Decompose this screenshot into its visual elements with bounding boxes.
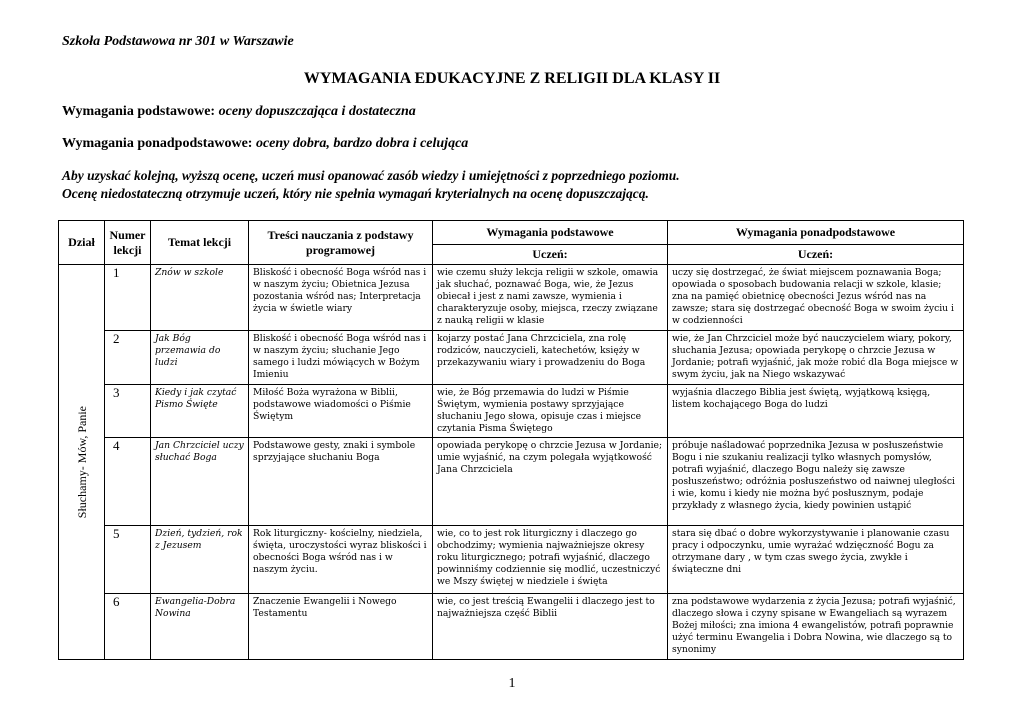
lesson-number: 4 [105,438,151,526]
lesson-basic: kojarzy postać Jana Chrzciciela, zna rolę rodziców, nauczycieli, katechetów, księży w przekazywaniu wiary i prowadzeniu do Boga [433,331,668,385]
lesson-topic: Kiedy i jak czytać Pismo Święte [151,385,249,438]
basic-requirements-value: oceny dopuszczająca i dostateczna [218,104,416,119]
page-number: 1 [508,676,516,691]
table-row [59,265,964,331]
requirements-table [58,220,964,660]
lesson-content: Miłość Boża wyrażona w Biblii, podstawowe wiadomości o Piśmie Świętym [249,385,433,438]
lesson-basic: opowiada perykopę o chrzcie Jezusa w Jordanie; umie wyjaśnić, na czym polegała wyjątkowość Jana Chrzciciela [433,438,668,526]
lesson-topic: Znów w szkole [151,265,249,331]
note-line-2: Ocenę niedostateczną otrzymuje uczeń, który nie spełnia wymagań kryterialnych na ocenę dopuszczającą. [62,186,649,201]
advanced-requirements [62,136,468,152]
lesson-advanced: próbuje naśladować poprzednika Jezusa w posłuszeństwie Bogu i nie szukaniu realizacji tylko własnych pomysłów, potrafi wyjaśnić, dlaczego Bogu należy się zawsze posłuszeństwo; odróżnia posłuszeństwo od naiwnej uległości i wie, komu i kiedy nie można być posłusznym, podaje przykłady z własnego życia, kiedy powinien ustąpić [668,438,964,526]
lesson-content: Rok liturgiczny- kościelny, niedziela, święta, uroczystości wyraz bliskości i obecności Boga wśród nas i w naszym życiu. [249,526,433,594]
section-cell [59,265,105,660]
table-row [59,526,964,594]
header-student-basic: Uczeń: [433,245,668,265]
lesson-advanced: wie, że Jan Chrzciciel może być nauczycielem wiary, pokory, słuchania Jezusa; opowiada perykopę o chrzcie Jezusa w Jordanie; potrafi wyjaśnić, jak może robić dla Boga miejsce w swym życiu, jak na Niego wskazywać [668,331,964,385]
lesson-basic: wie, że Bóg przemawia do ludzi w Piśmie Świętym, wymienia postawy sprzyjające słuchaniu Jego słowa, opisuje czas i miejsce czytania Pisma Świętego [433,385,668,438]
advanced-requirements-value: oceny dobra, bardzo dobra i celująca [255,136,469,151]
lesson-topic: Dzień, tydzień, rok z Jezusem [151,526,249,594]
lesson-number: 5 [105,526,151,594]
basic-requirements [62,104,416,120]
lesson-basic: wie czemu służy lekcja religii w szkole, omawia jak słuchać, poznawać Boga, wie, że Jezus obiecał i jest z nami zawsze, wymienia i charakteryzuje osoby, miejsca, rzeczy związane z nauką religii w klasie [433,265,668,331]
header-number: Numer lekcji [105,221,151,265]
lesson-advanced: stara się dbać o dobre wykorzystywanie i planowanie czasu pracy i odpoczynku, umie wyrażać wdzięczność Bogu za otrzymane dary , w tym czas swego życia, zwykłe i świąteczne dni [668,526,964,594]
basic-requirements-label: Wymagania podstawowe: [62,104,216,119]
lesson-topic: Ewangelia-Dobra Nowina [151,594,249,660]
header-topic: Temat lekcji [151,221,249,265]
advanced-requirements-label: Wymagania ponadpodstawowe: [62,136,253,151]
table-row [59,385,964,438]
lesson-number: 3 [105,385,151,438]
lesson-basic: wie, co jest treścią Ewangelii i dlaczego jest to najważniejsza część Biblii [433,594,668,660]
note-line-1: Aby uzyskać kolejną, wyższą ocenę, uczeń musi opanować zasób wiedzy i umiejętności z poprzedniego poziomu. [62,168,680,183]
lesson-basic: wie, co to jest rok liturgiczny i dlaczego go obchodzimy; wymienia najważniejsze okresy roku liturgicznego; potrafi wyjaśnić, dlaczego powinniśmy codziennie się modlić, uczestniczyć we Mszy świętej w niedziele i święta [433,526,668,594]
table-row [59,594,964,660]
table-row [59,438,964,526]
header-content: Treści nauczania z podstawy programowej [249,221,433,265]
lesson-topic: Jan Chrzciciel uczy słuchać Boga [151,438,249,526]
lesson-number: 2 [105,331,151,385]
lesson-advanced: wyjaśnia dlaczego Biblia jest świętą, wyjątkową księgą, listem kochającego Boga do ludzi [668,385,964,438]
school-name: Szkoła Podstawowa nr 301 w Warszawie [62,34,294,49]
table-row [59,331,964,385]
header-basic: Wymagania podstawowe [433,221,668,245]
lesson-topic: Jak Bóg przemawia do ludzi [151,331,249,385]
lesson-content: Podstawowe gesty, znaki i symbole sprzyjające słuchaniu Boga [249,438,433,526]
lesson-advanced: uczy się dostrzegać, że świat miejscem poznawania Boga; opowiada o sposobach budowania relacji w szkole, klasie; zna na pamięć obietnicę obecności Jezus wśród nas na zawsze; stara się dostrzegać obecność Boga w swoim życiu i w codzienności [668,265,964,331]
section-name: Słuchamy- Mów, Panie [74,405,89,519]
lesson-content: Bliskość i obecność Boga wśród nas i w naszym życiu; Obietnica Jezusa pozostania wśród nas; Interpretacja życia w świetle wiary [249,265,433,331]
header-advanced: Wymagania ponadpodstawowe [668,221,964,245]
header-section: Dział [59,221,105,265]
lesson-content: Znaczenie Ewangelii i Nowego Testamentu [249,594,433,660]
document-title: WYMAGANIA EDUKACYJNE Z RELIGII DLA KLASY II [303,70,721,87]
lesson-advanced: zna podstawowe wydarzenia z życia Jezusa; potrafi wyjaśnić, dlaczego słowa i czyny spisane w Ewangeliach są wyrazem Bożej miłości; zna imiona 4 ewangelistów, potrafi poprawnie użyć terminu Ewangelia i Dobra Nowina, wie dlaczego są to synonimy [668,594,964,660]
header-student-advanced: Uczeń: [668,245,964,265]
lesson-number: 1 [105,265,151,331]
lesson-number: 6 [105,594,151,660]
lesson-content: Bliskość i obecność Boga wśród nas i w naszym życiu; słuchanie Jego samego i ludzi mówiących w Bożym Imieniu [249,331,433,385]
